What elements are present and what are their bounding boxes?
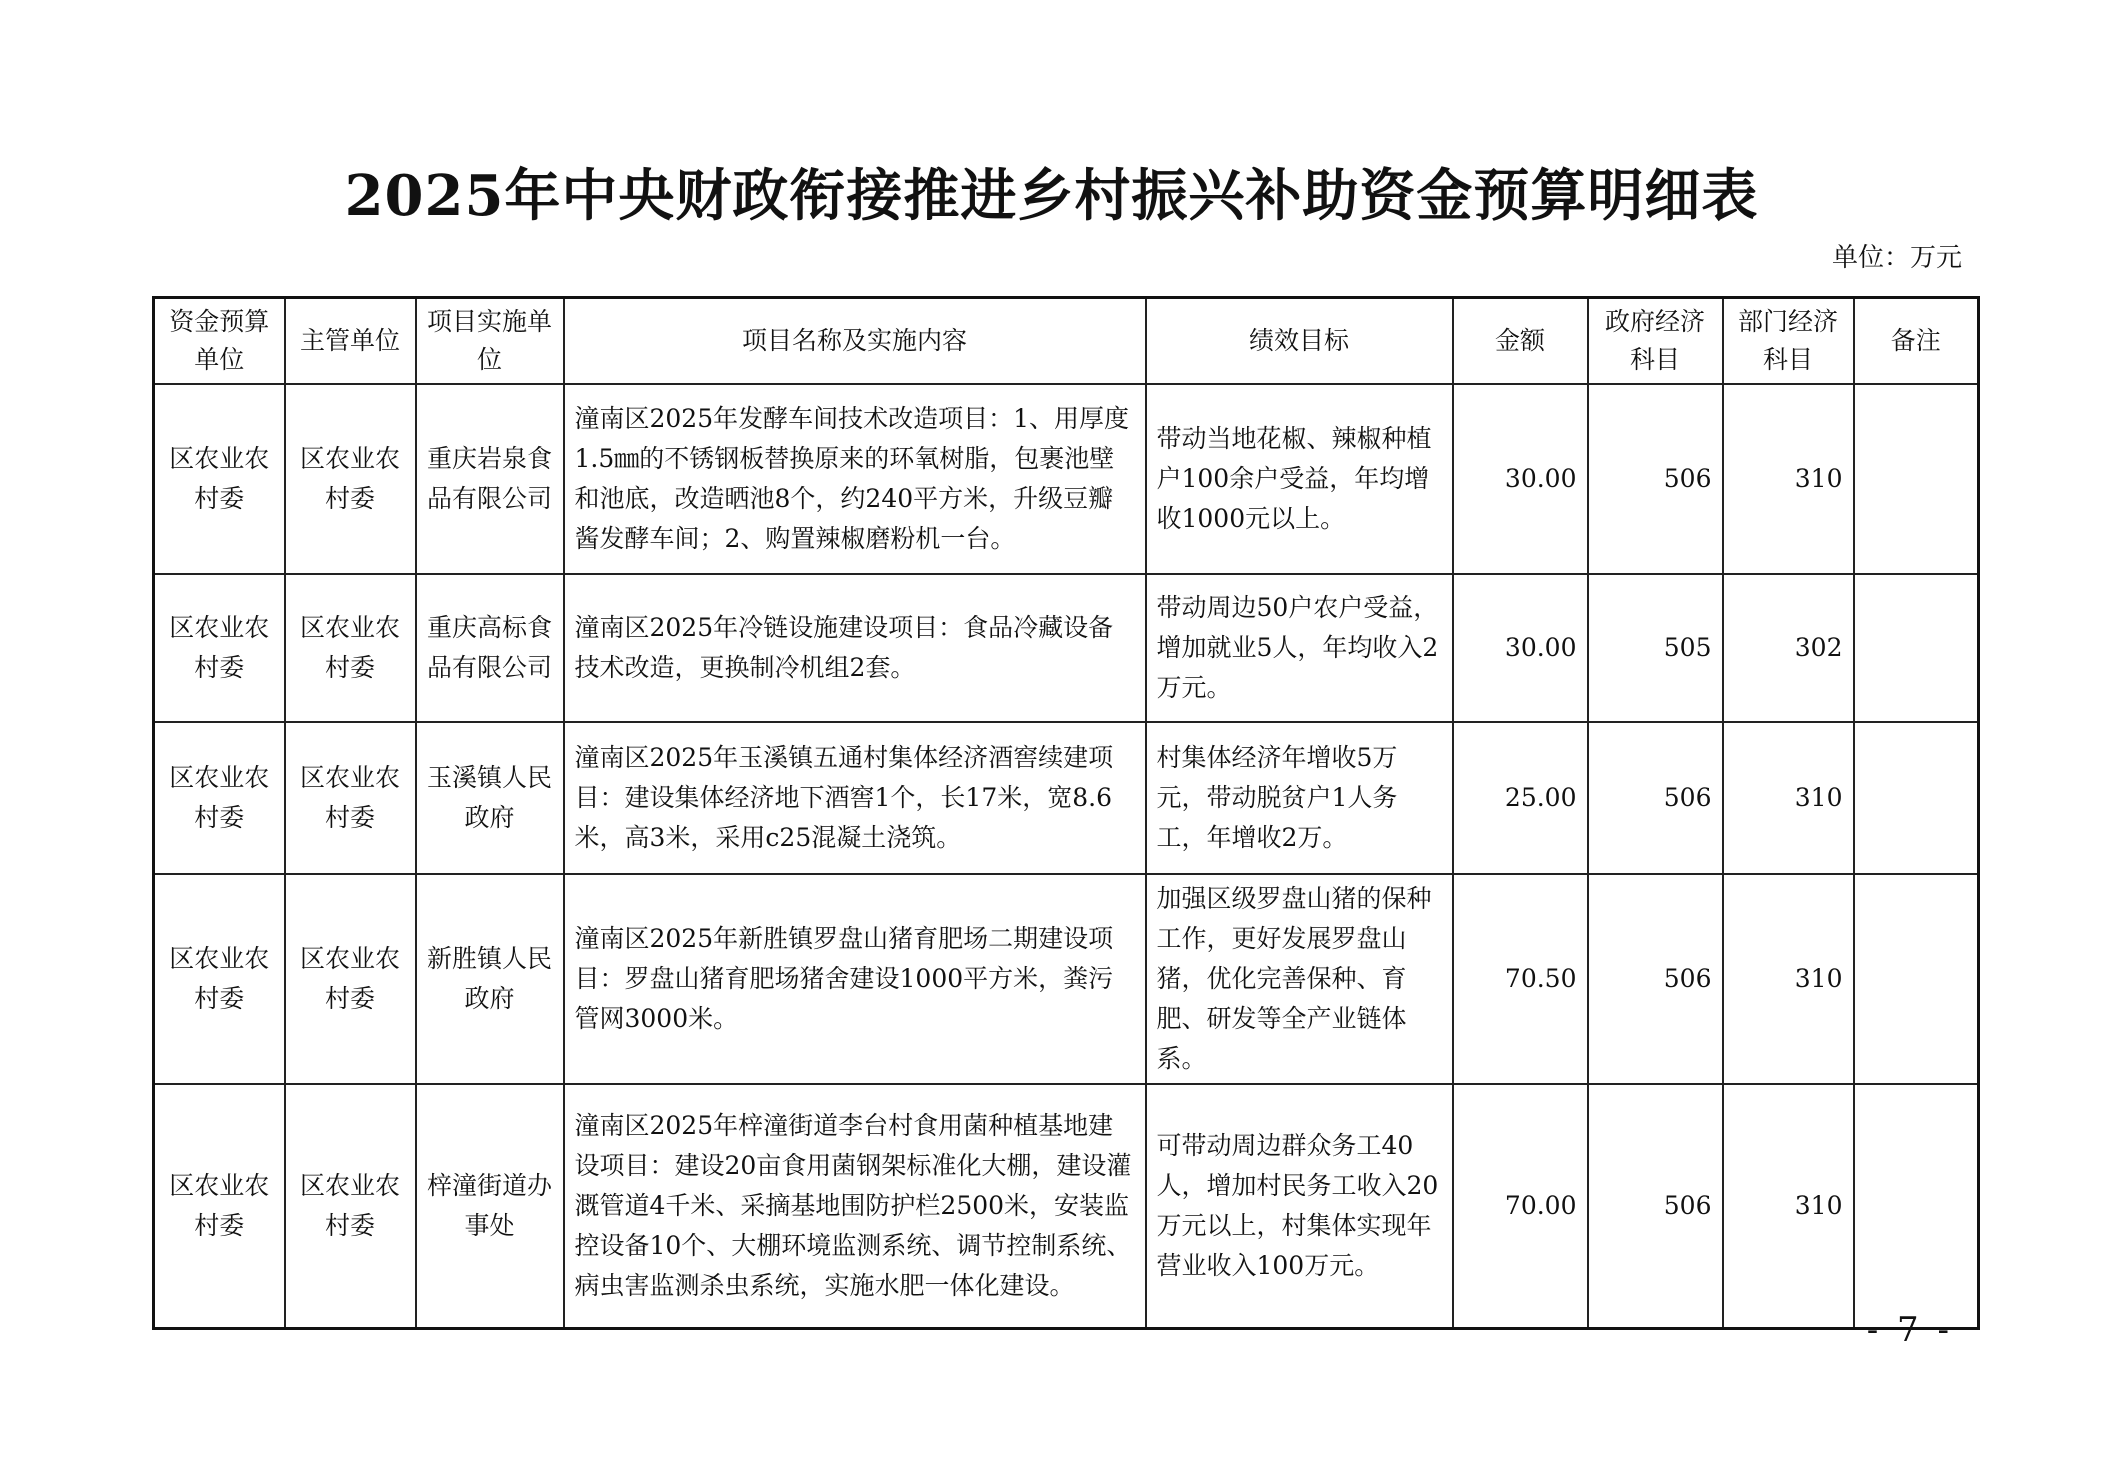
page-number: - 7 - — [1866, 1310, 1953, 1350]
cell-goal: 加强区级罗盘山猪的保种工作，更好发展罗盘山猪，优化完善保种、育肥、研发等全产业链体系。 — [1146, 874, 1453, 1084]
cell-remark — [1854, 574, 1979, 722]
cell-project: 潼南区2025年发酵车间技术改造项目：1、用厚度1.5㎜的不锈钢板替换原来的环氧树脂，包裹池壁和池底，改造晒池8个，约240平方米，升级豆瓣酱发酵车间；2、购置辣椒磨粉机一台。 — [564, 384, 1146, 574]
table-row — [154, 384, 1979, 574]
cell-implementing-unit: 梓潼街道办事处 — [416, 1084, 564, 1328]
cell-amount: 30.00 — [1453, 384, 1588, 574]
cell-supervising-unit: 区农业农村委 — [285, 874, 416, 1084]
cell-supervising-unit: 区农业农村委 — [285, 384, 416, 574]
cell-supervising-unit: 区农业农村委 — [285, 574, 416, 722]
table-row — [154, 574, 1979, 722]
header-implementing-unit: 项目实施单位 — [416, 298, 564, 385]
cell-implementing-unit: 重庆岩泉食品有限公司 — [416, 384, 564, 574]
table-header-row — [154, 298, 1979, 385]
header-dept-subject: 部门经济科目 — [1723, 298, 1854, 385]
cell-project: 潼南区2025年冷链设施建设项目：食品冷藏设备技术改造，更换制冷机组2套。 — [564, 574, 1146, 722]
cell-goal: 带动当地花椒、辣椒种植户100余户受益，年均增收1000元以上。 — [1146, 384, 1453, 574]
cell-amount: 70.00 — [1453, 1084, 1588, 1328]
budget-table — [152, 296, 1980, 1330]
table-row — [154, 722, 1979, 874]
cell-project: 潼南区2025年新胜镇罗盘山猪育肥场二期建设项目：罗盘山猪育肥场猪舍建设1000平方米，粪污管网3000米。 — [564, 874, 1146, 1084]
cell-budget-unit: 区农业农村委 — [154, 874, 285, 1084]
cell-dept-subject: 302 — [1723, 574, 1854, 722]
cell-dept-subject: 310 — [1723, 874, 1854, 1084]
cell-goal: 可带动周边群众务工40人，增加村民务工收入20万元以上，村集体实现年营业收入100万元。 — [1146, 1084, 1453, 1328]
cell-gov-subject: 506 — [1588, 874, 1723, 1084]
cell-goal: 村集体经济年增收5万元，带动脱贫户1人务工，年增收2万。 — [1146, 722, 1453, 874]
cell-supervising-unit: 区农业农村委 — [285, 1084, 416, 1328]
cell-implementing-unit: 新胜镇人民政府 — [416, 874, 564, 1084]
header-project: 项目名称及实施内容 — [564, 298, 1146, 385]
cell-remark — [1854, 722, 1979, 874]
cell-budget-unit: 区农业农村委 — [154, 1084, 285, 1328]
cell-goal: 带动周边50户农户受益，增加就业5人，年均收入2万元。 — [1146, 574, 1453, 722]
cell-supervising-unit: 区农业农村委 — [285, 722, 416, 874]
header-remark: 备注 — [1854, 298, 1979, 385]
cell-amount: 70.50 — [1453, 874, 1588, 1084]
unit-label: 单位：万元 — [1831, 243, 1962, 273]
cell-project: 潼南区2025年玉溪镇五通村集体经济酒窖续建项目：建设集体经济地下酒窖1个，长17米，宽8.6米，高3米，采用c25混凝土浇筑。 — [564, 722, 1146, 874]
cell-budget-unit: 区农业农村委 — [154, 574, 285, 722]
header-supervising-unit: 主管单位 — [285, 298, 416, 385]
cell-budget-unit: 区农业农村委 — [154, 384, 285, 574]
cell-gov-subject: 505 — [1588, 574, 1723, 722]
cell-dept-subject: 310 — [1723, 1084, 1854, 1328]
cell-project: 潼南区2025年梓潼街道李台村食用菌种植基地建设项目：建设20亩食用菌钢架标准化大棚，建设灌溉管道4千米、采摘基地围防护栏2500米，安装监控设备10个、大棚环境监测系统、调节控制系统、病虫害监测杀虫系统，实施水肥一体化建设。 — [564, 1084, 1146, 1328]
cell-remark — [1854, 1084, 1979, 1328]
page-title: 2025年中央财政衔接推进乡村振兴补助资金预算明细表 — [344, 163, 1759, 229]
cell-gov-subject: 506 — [1588, 722, 1723, 874]
cell-gov-subject: 506 — [1588, 384, 1723, 574]
cell-gov-subject: 506 — [1588, 1084, 1723, 1328]
header-amount: 金额 — [1453, 298, 1588, 385]
table-row — [154, 874, 1979, 1084]
cell-amount: 30.00 — [1453, 574, 1588, 722]
table-row — [154, 1084, 1979, 1328]
cell-dept-subject: 310 — [1723, 384, 1854, 574]
header-budget-unit: 资金预算单位 — [154, 298, 285, 385]
cell-amount: 25.00 — [1453, 722, 1588, 874]
cell-budget-unit: 区农业农村委 — [154, 722, 285, 874]
header-goal: 绩效目标 — [1146, 298, 1453, 385]
cell-implementing-unit: 重庆高标食品有限公司 — [416, 574, 564, 722]
cell-dept-subject: 310 — [1723, 722, 1854, 874]
cell-implementing-unit: 玉溪镇人民政府 — [416, 722, 564, 874]
cell-remark — [1854, 874, 1979, 1084]
cell-remark — [1854, 384, 1979, 574]
header-gov-subject: 政府经济科目 — [1588, 298, 1723, 385]
